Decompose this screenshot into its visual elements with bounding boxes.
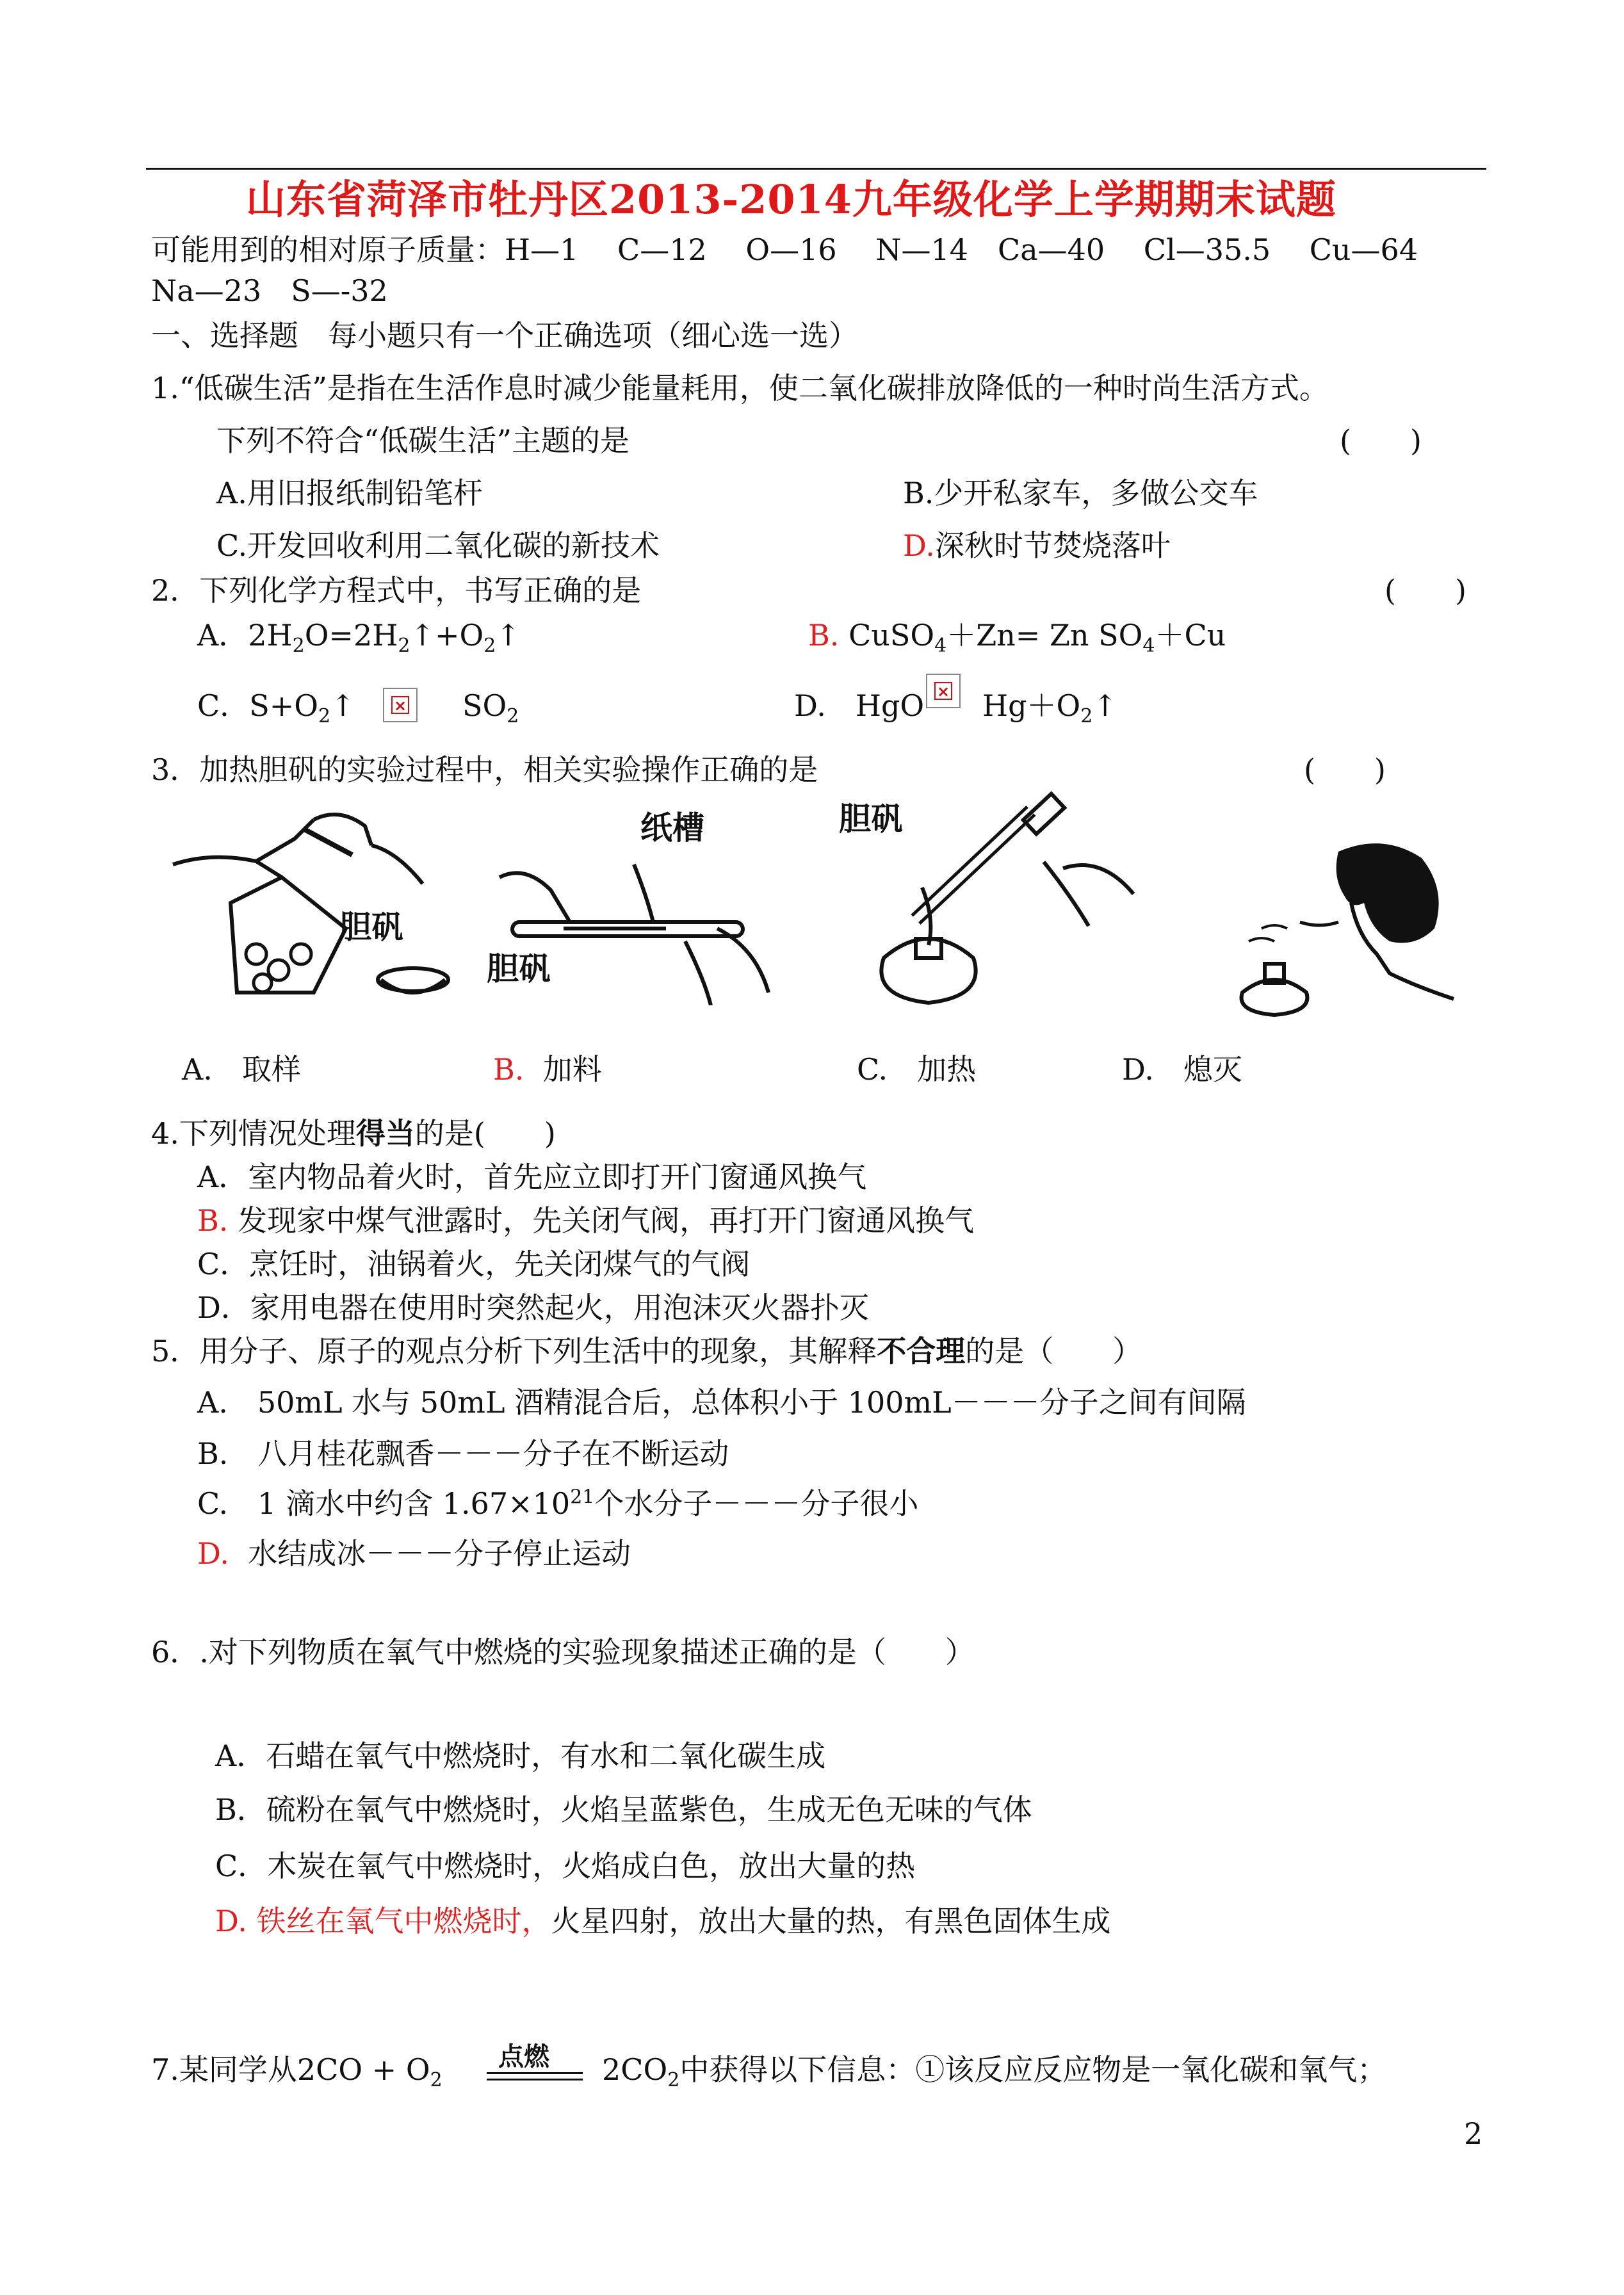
q4-option-b: B. 发现家中煤气泄露时，先关闭气阀，再打开门窗通风换气 — [197, 1203, 975, 1238]
figure-label-danfan: 胆矾 — [339, 909, 403, 946]
q5-stem: 5．用分子、原子的观点分析下列生活中的现象，其解释不合理的是（ ） — [151, 1334, 1142, 1368]
q1-answer-blank: ( ) — [1340, 423, 1422, 458]
q2-stem: 2．下列化学方程式中，书写正确的是 — [151, 573, 642, 608]
q5-option-d-letter: D. — [197, 1536, 229, 1571]
q5-option-c: C. 1 滴水中约含 $1.67\times 10^{21}$个水分子－－－分子很小 — [197, 1486, 919, 1521]
reaction-condition-sign — [487, 2043, 583, 2075]
figure-add-material — [487, 800, 788, 1005]
q4-option-a: A．室内物品着火时，首先应立即打开门窗通风换气 — [197, 1160, 867, 1194]
q6-option-c: C．木炭在氧气中燃烧时，火焰成白色，放出大量的热 — [215, 1849, 916, 1883]
q6-option-a: A．石蜡在氧气中燃烧时，有水和二氧化碳生成 — [215, 1739, 826, 1773]
q2-option-d-product: $Hg+O_2↑$ — [982, 688, 1117, 728]
q3-option-b: B. 加料 — [493, 1052, 602, 1087]
q2-answer-blank: ( ) — [1384, 573, 1466, 608]
q5-option-d: D. 水结成冰－－－分子停止运动 — [197, 1536, 631, 1571]
atomic-masses-line1: 可能用到的相对原子质量：H—1 C—12 O—16 N—14 Ca—40 Cl—35.5 Cu—64 — [151, 232, 1418, 267]
q1-option-a: A.用旧报纸制铅笔杆 — [216, 476, 483, 510]
q6-option-d: D. 铁丝在氧气中燃烧时，火星四射，放出大量的热，有黑色固体生成 — [215, 1904, 1111, 1938]
q3-option-b-letter: B. — [493, 1052, 524, 1087]
broken-image-icon: × — [926, 674, 961, 708]
q4-stem: 4.下列情况处理得当的是( ) — [151, 1116, 556, 1151]
q2-option-b: B. CuSO$_4$＋Zn= Zn $SO_4+Cu$ — [808, 618, 1226, 658]
header-rule — [146, 168, 1486, 170]
figure-take-sample — [160, 800, 461, 1005]
q4-option-d: D．家用电器在使用时突然起火，用泡沫灭火器扑灭 — [197, 1290, 869, 1325]
q2-option-b-letter: B. — [808, 618, 840, 653]
q4-option-c: C．烹饪时，油锅着火，先关闭煤气的气阀 — [197, 1247, 751, 1281]
page-title: 山东省菏泽市牡丹区2013-2014九年级化学上学期期末试题 — [246, 176, 1336, 223]
q5-option-a: A. 50mL 水与 50mL 酒精混合后，总体积小于 100mL－－－分子之间有间隔 — [197, 1385, 1246, 1420]
figure-extinguish — [1223, 832, 1466, 1018]
q2-option-c: C．$S+O_2↑$ — [197, 688, 355, 728]
q7-equation-right: $2CO_2$中获得以下信息：①该反应反应物是一氧化碳和氧气； — [602, 2052, 1387, 2092]
q2-option-a: A．$2H_2O=2H_2↑+O_2↑$ — [197, 618, 521, 658]
q1-option-d-letter: D. — [903, 528, 935, 563]
section-heading: 一、选择题 每小题只有一个正确选项（细心选一选） — [151, 318, 858, 353]
q6-option-d-red: D. 铁丝在氧气中燃烧时， — [215, 1904, 551, 1938]
q4-option-b-letter: B. — [197, 1203, 229, 1238]
q3-answer-blank: ( ) — [1304, 752, 1386, 787]
broken-image-icon: × — [383, 688, 418, 722]
figure-label-zhicao: 纸槽 — [640, 809, 704, 847]
q7-equation-left: 7.某同学从$2CO + O_2$ — [151, 2052, 443, 2092]
figure-heating — [832, 791, 1140, 1009]
q1-option-d-text: 深秋时节焚烧落叶 — [934, 528, 1171, 563]
figure-label-danfan-c: 胆矾 — [839, 800, 903, 838]
atomic-masses-line2: Na—23 S—-32 — [151, 273, 388, 308]
q5-option-b: B. 八月桂花飘香－－－分子在不断运动 — [197, 1436, 729, 1471]
q3-option-d: D. 熄灭 — [1122, 1052, 1242, 1087]
q6-option-b: B．硫粉在氧气中燃烧时，火焰呈蓝紫色，生成无色无味的气体 — [215, 1792, 1032, 1827]
q1-stem-line2: 下列不符合“低碳生活”主题的是 — [216, 423, 630, 458]
q1-option-c: C.开发回收利用二氧化碳的新技术 — [216, 528, 660, 563]
q3-option-a: A. 取样 — [182, 1052, 301, 1087]
q2-option-c-product: $SO_2$ — [462, 688, 519, 728]
q1-stem-line1: 1.“低碳生活”是指在生活作息时减少能量耗用，使二氧化碳排放降低的一种时尚生活方式。 — [151, 371, 1329, 405]
q3-stem: 3．加热胆矾的实验过程中，相关实验操作正确的是 — [151, 752, 818, 787]
q2-option-d: D. HgO — [794, 688, 925, 723]
figure-label-danfan-b: 胆矾 — [487, 950, 551, 987]
page-number: 2 — [1464, 2116, 1483, 2151]
q1-option-b: B.少开私家车，多做公交车 — [903, 476, 1258, 510]
q3-option-c: C. 加热 — [857, 1052, 977, 1087]
q6-stem: 6．.对下列物质在氧气中燃烧的实验现象描述正确的是（ ） — [151, 1635, 975, 1669]
q1-option-d — [903, 526, 1171, 565]
reaction-condition-label: 点燃 — [498, 2042, 549, 2072]
